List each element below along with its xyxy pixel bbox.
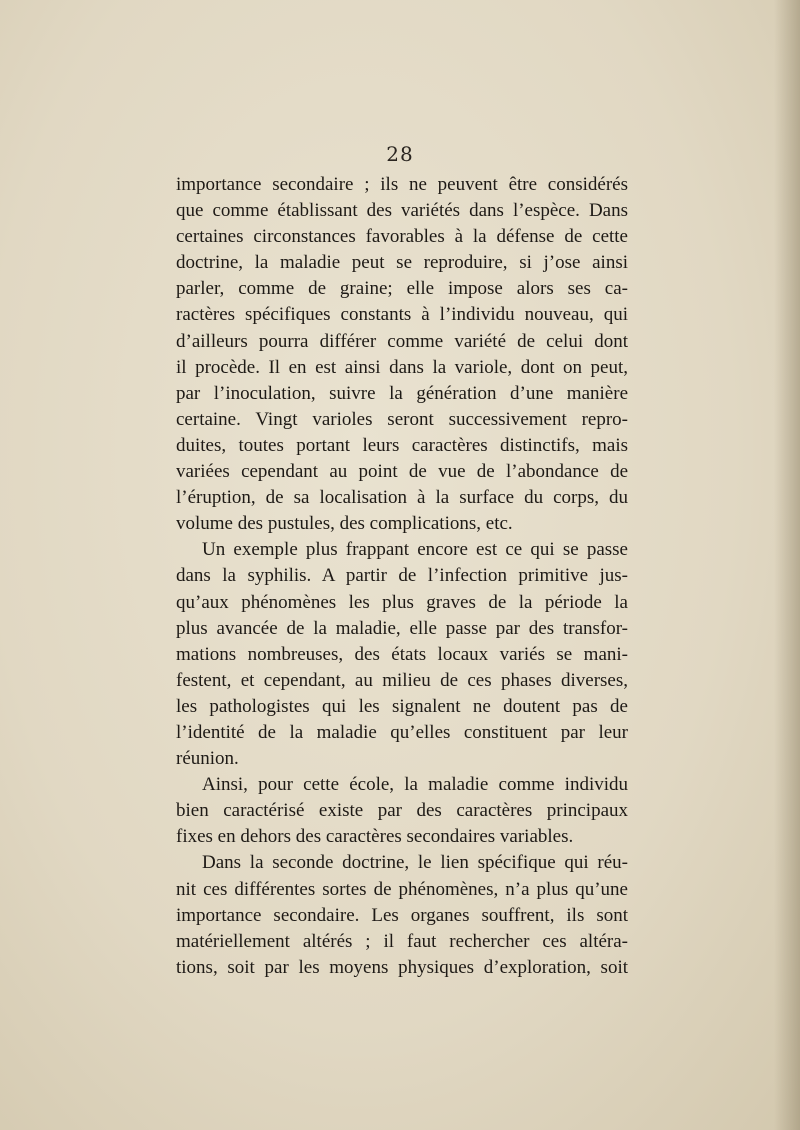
text-line: importance secondaire ; ils ne peuvent être considérés (176, 174, 628, 195)
body-text (176, 172, 628, 981)
text-line: variées cependant au point de vue de l’abondance de (176, 461, 628, 483)
text-line: Un exemple plus frappant encore est ce qui se passe (202, 539, 628, 561)
text-line: l’éruption, de sa localisation à la surface du corps, du (176, 487, 628, 509)
text-line: doctrine, la maladie peut se reproduire, si j’ose ainsi (176, 252, 628, 274)
text-line: volume des pustules, des complications, etc. (176, 513, 513, 535)
text-line: l’identité de la maladie qu’elles constituent par leur (176, 721, 628, 743)
text-line: matériellement altérés ; il faut rechercher ces altéra- (176, 930, 628, 952)
text-line: nit ces différentes sortes de phénomènes, n’a plus qu’une (176, 878, 628, 900)
text-line: plus avancée de la maladie, elle passe par des transfor- (176, 617, 628, 639)
text-line: ractères spécifiques constants à l’individu nouveau, qui (176, 304, 628, 326)
text-line: importance secondaire. Les organes souffrent, ils sont (176, 904, 628, 926)
text-line: par l’inoculation, suivre la génération d’une manière (176, 382, 628, 404)
text-line: parler, comme de graine; elle impose alors ses ca- (176, 278, 628, 300)
text-line: Ainsi, pour cette école, la maladie comme individu (202, 774, 628, 796)
text-line: les pathologistes qui les signalent ne doutent pas de (176, 695, 628, 717)
text-line: réunion. (176, 748, 239, 770)
page-edge-shadow (774, 0, 800, 1130)
text-line: festent, et cependant, au milieu de ces phases diverses, (176, 669, 628, 691)
text-line: certaine. Vingt varioles seront successivement repro- (176, 408, 628, 430)
page-number: 28 (386, 142, 414, 166)
text-line: Dans la seconde doctrine, le lien spécifique qui réu- (202, 852, 628, 874)
text-line: il procède. Il en est ainsi dans la variole, dont on peut, (176, 356, 628, 378)
text-line: certaines circonstances favorables à la défense de cette (176, 226, 628, 248)
text-line: mations nombreuses, des états locaux variés se mani- (176, 643, 628, 665)
text-line: que comme établissant des variétés dans l’espèce. Dans (176, 200, 628, 222)
text-line: dans la syphilis. A partir de l’infection primitive jus- (176, 565, 628, 587)
text-line: fixes en dehors des caractères secondaires variables. (176, 826, 574, 848)
text-line: qu’aux phénomènes les plus graves de la période la (176, 591, 628, 613)
text-line: d’ailleurs pourra différer comme variété de celui dont (176, 330, 628, 352)
text-line: bien caractérisé existe par des caractères principaux (176, 800, 628, 822)
text-line: duites, toutes portant leurs caractères distinctifs, mais (176, 434, 628, 456)
text-line: tions, soit par les moyens physiques d’exploration, soit (176, 956, 628, 978)
